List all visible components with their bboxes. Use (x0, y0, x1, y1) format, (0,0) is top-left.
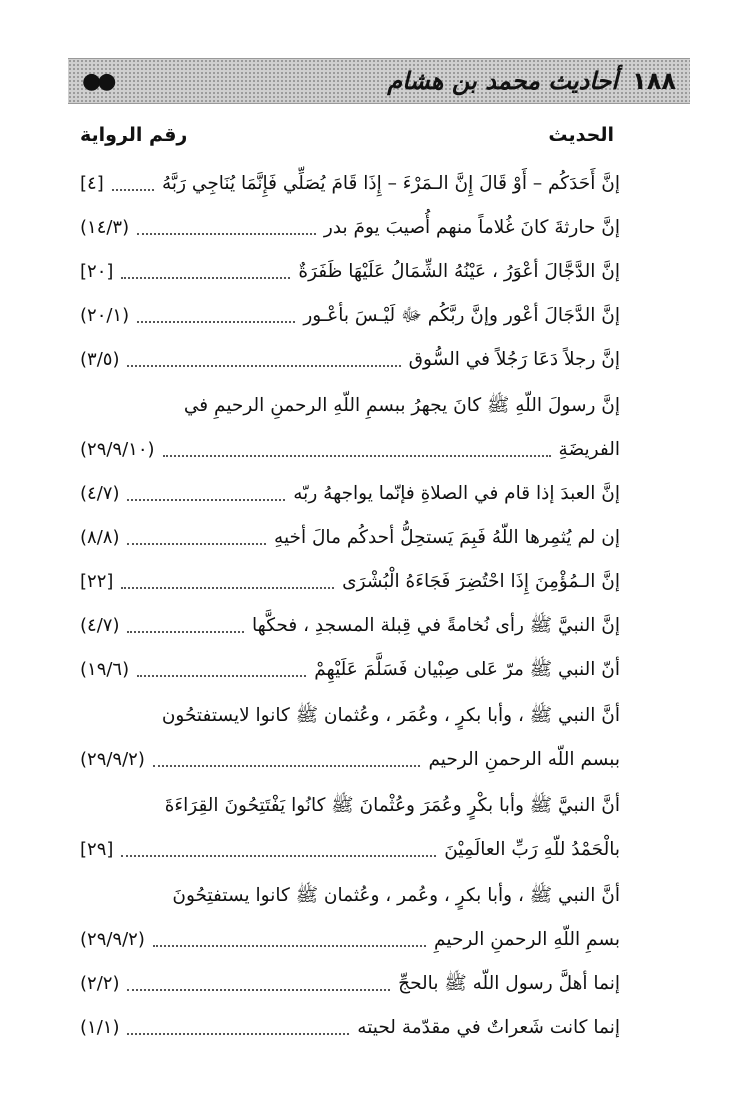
leader-dots (127, 630, 244, 633)
leader-dots (127, 542, 266, 545)
list-item (80, 470, 620, 514)
list-item-continuation (80, 916, 620, 960)
leader-dots (163, 454, 551, 457)
hadith-text: إنَّ أَحَدَكُم – أَوْ قَالَ إِنَّ الـمَرْءَ – إِذَا قَامَ يُصَلِّي فَإِنَّمَا يُنَاجِي رَبَّهُ (162, 173, 620, 194)
hadith-text: إنَّ رسولَ اللّهِ ﷺ كانَ يجهرُ ببسمِ اللّهِ الرحمنِ الرحيمِ في (183, 395, 620, 416)
narration-ref: [٢٢] (80, 571, 114, 592)
list-item (80, 1004, 620, 1048)
narration-ref: (١٩/٦) (80, 659, 130, 680)
hadith-text: ببسم اللّه الرحمنِ الرحيم (428, 749, 620, 770)
hadith-text: أنَّ النبيَّ ﷺ وأبا بكْرٍ وعُمَرَ وعُثْمانَ ﷺ كانُوا يَفْتَتِحُونَ القِرَاءَةَ (164, 795, 620, 816)
hadith-text: إنَّ حارثةَ كانَ غُلاماً منهم أُصيبَ يومَ بدر (323, 217, 620, 238)
list-item (80, 690, 620, 736)
narration-ref: (٢٩/٩/٢) (80, 929, 145, 950)
hadith-text: بسمِ اللّهِ الرحمنِ الرحيمِ (434, 929, 620, 950)
list-item-continuation (80, 426, 620, 470)
page-number: ١٨٨ (632, 67, 676, 95)
list-item (80, 204, 620, 248)
leader-dots (137, 674, 306, 677)
narration-ref: (٨/٨) (80, 527, 120, 548)
narration-ref: (٤/٧) (80, 483, 120, 504)
hadith-text: إنَّ الدَّجَالَ أعْور وإنَّ ربَّكُم ﷻ لَيْـسَ بأعْـور (303, 305, 620, 326)
list-item (80, 336, 620, 380)
hadith-text: إنَّ العبدَ إذا قام في الصلاةِ فإنّما يواجههُ ربّه (293, 483, 620, 504)
narration-ref: (٢٩/٩/٢) (80, 749, 145, 770)
list-item (80, 514, 620, 558)
list-item (80, 558, 620, 602)
list-item (80, 646, 620, 690)
list-item (80, 780, 620, 826)
list-item (80, 960, 620, 1004)
narration-ref: (٢٠/١) (80, 305, 130, 326)
hadith-index-list (80, 160, 620, 1048)
hadith-text: إن لم يُثمِرها اللّهُ فَبِمَ يَستحِلُّ أحدكُم مالَ أخيهِ (274, 527, 620, 548)
hadith-text: إنَّ الـمُؤْمِنَ إِذَا احْتُضِرَ فَجَاءَهُ الْبُشْرَى (342, 571, 620, 592)
narration-number-column-header: رقم الرواية (80, 124, 188, 146)
narration-ref: (١/١) (80, 1017, 120, 1038)
narration-ref: [٢٩] (80, 839, 114, 860)
leader-dots (127, 364, 400, 367)
list-item-continuation (80, 736, 620, 780)
hadith-text: الفريضَةِ (558, 439, 620, 460)
leader-dots (153, 764, 421, 767)
narration-ref: (٢٩/٩/١٠) (80, 439, 155, 460)
leader-dots (127, 498, 285, 501)
list-item (80, 870, 620, 916)
narration-ref: (١٤/٣) (80, 217, 130, 238)
list-item (80, 248, 620, 292)
ornament-icon: ●● (82, 68, 113, 94)
hadith-text: أنَّ النبي ﷺ ، وأبا بكرٍ ، وعُمَر ، وعُثمان ﷺ كانوا لايستفتحُون (161, 705, 620, 726)
hadith-text: أنَّ النبي ﷺ ، وأبا بكرٍ ، وعُمر ، وعُثمان ﷺ كانوا يستفتِحُونَ (172, 885, 620, 906)
column-headers (80, 124, 614, 146)
leader-dots (137, 320, 295, 323)
book-title: أحاديث محمد بن هشام (387, 67, 619, 95)
hadith-text: بالْحَمْدُ للّهِ رَبِّ العالَمِيْنَ (444, 839, 620, 860)
leader-dots (112, 188, 154, 191)
hadith-text: إنَّ رجلاً دَعَا رَجُلاً في السُّوق (408, 349, 620, 370)
list-item (80, 380, 620, 426)
narration-ref: [٤] (80, 173, 104, 194)
leader-dots (121, 586, 334, 589)
leader-dots (127, 988, 390, 991)
hadith-text: إنما كانت شَعراتٌ في مقدّمة لحيته (357, 1017, 620, 1038)
leader-dots (137, 232, 316, 235)
hadith-text: إنَّ النبيَّ ﷺ رأى نُخامةً في قِبلة المسجدِ ، فحكَّها (252, 615, 620, 636)
narration-ref: (٤/٧) (80, 615, 120, 636)
narration-ref: (٣/٥) (80, 349, 120, 370)
leader-dots (121, 854, 436, 857)
list-item (80, 160, 620, 204)
hadith-column-header: الحديث (548, 124, 614, 146)
leader-dots (127, 1032, 349, 1035)
list-item (80, 292, 620, 336)
page-header (68, 58, 690, 104)
hadith-text: أنّ النبي ﷺ مرّ عَلى صِبْيان فَسَلَّمَ عَلَيْهِمْ (314, 659, 620, 680)
leader-dots (153, 944, 426, 947)
narration-ref: (٢/٢) (80, 973, 120, 994)
list-item (80, 602, 620, 646)
leader-dots (121, 276, 290, 279)
narration-ref: [٢٠] (80, 261, 114, 282)
list-item-continuation (80, 826, 620, 870)
hadith-text: إنما أهلَّ رسول اللّه ﷺ بالحجِّ (398, 973, 620, 994)
hadith-text: إنَّ الدَّجَّالَ أعْوَرُ ، عَيْنُهُ الشِّمَالُ عَلَيْهَا ظَفَرَةٌ (298, 261, 620, 282)
